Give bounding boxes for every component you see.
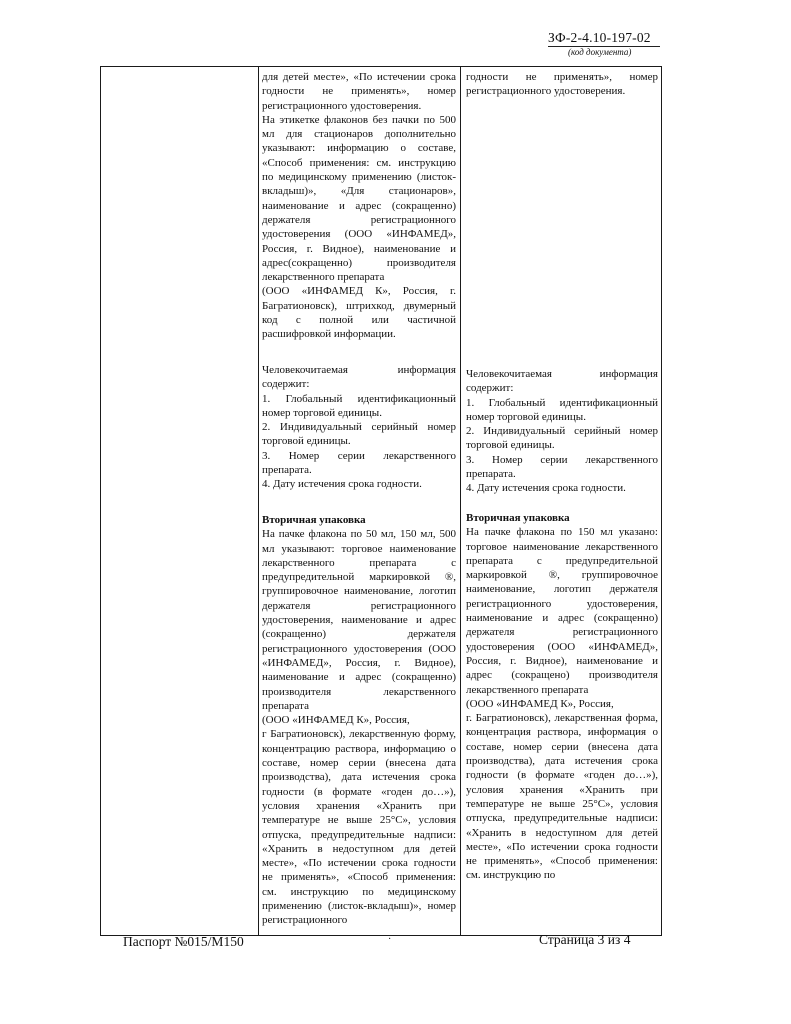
left-hr-item: 3. Номер серии лекарственного препарата. (262, 449, 456, 477)
left-top-paragraph: На этикетке флаконов без пачки по 500 мл для стационаров дополнительно указывают: информацию о составе, «Способ применения: см. инструкцию по медицинскому применению (листок-вкладыш)», «Для стационаров», наименование и адрес (сокращенно) держателя регистрационного удостоверения (ООО «ИНФАМЕД», Россия, г. Видное), наименование и адрес(сокращенно) производителя лекарственного препарата (262, 113, 456, 284)
footer-dot: · (388, 934, 392, 945)
left-secondary-paragraph: (ООО «ИНФАМЕД К», Россия, (262, 714, 410, 727)
right-hr-item: 3. Номер серии лекарственного препарата. (466, 453, 658, 481)
right-column-top (466, 70, 658, 99)
right-hr-item: 4. Дату истечения срока годности. (466, 482, 626, 495)
left-secondary-paragraph: г Багратионовск), лекарственную форму, концентрацию раствора, информацию о составе, номер серии (внесена дата производства), дата истечения срока годности (в формате «годен до…»), условия хранения «Хранить при температуре не выше 25°C», условия отпуска, предупредительные надписи: «Хранить в недоступном для детей месте», «По истечении срока годности не применять», «Способ применения: см. инструкцию по медицинскому применению (листок-вкладыш)», номер регистрационного (262, 728, 456, 927)
left-hr-item: 1. Глобальный идентификационный номер торговой единицы. (262, 392, 456, 419)
left-column-secondary (262, 513, 456, 928)
right-top-paragraph: годности не применять», номер регистрационного удостоверения. (466, 71, 658, 98)
left-top-paragraph: для детей месте», «По истечении срока годности не применять», номер регистрационного удостоверения. (262, 71, 456, 112)
table-col-divider-2 (460, 66, 461, 936)
table-top-border (100, 66, 662, 67)
right-secondary-paragraph: г. Багратионовск), лекарственная форма, концентрация раствора, информация о составе, номер серии (внесена дата производства), дата истечения срока годности (в формате «годен до…»), условия хранения «Хранить при температуре не выше 25°C», условия отпуска, предупредительные надписи: «Хранить в недоступном для детей месте», «По истечении срока годности не применять», «Способ применения: см. инструкцию по (466, 712, 658, 882)
right-hr-item: Человекочитаемая информация содержит: (466, 368, 658, 395)
document-code: ЗФ-2-4.10-197-02 (548, 30, 651, 45)
right-hr-item: 1. Глобальный идентификационный номер торговой единицы. (466, 396, 658, 423)
left-column-human-readable (262, 363, 456, 492)
passport-number: Паспорт №015/М150 (123, 934, 244, 949)
right-secondary-paragraph: (ООО «ИНФАМЕД К», Россия, (466, 697, 614, 710)
left-column-top (262, 70, 456, 342)
table-col-divider-1 (258, 66, 259, 936)
left-hr-item: 2. Индивидуальный серийный номер торговой единицы. (262, 421, 456, 448)
right-hr-item: 2. Индивидуальный серийный номер торговой единицы. (466, 425, 658, 452)
left-secondary-paragraph: На пачке флакона по 50 мл, 150 мл, 500 мл указывают: торговое наименование лекарственного препарата с предупредительной маркировкой ®, группировочное наименование, логотип держателя регистрационного удостоверения, наименование и адрес (сокращенно) держателя регистрационного удостоверения (ООО «ИНФАМЕД», Россия, г. Видное), наименование и адрес (сокращенно) производителя лекарственного препарата (262, 528, 456, 712)
left-hr-item: Человекочитаемая информация содержит: (262, 364, 456, 391)
table-right-border (661, 66, 662, 936)
document-code-caption: (код документа) (568, 47, 632, 57)
left-hr-item: 4. Дату истечения срока годности. (262, 478, 422, 491)
right-column-human-readable (466, 367, 658, 496)
right-column-secondary (466, 511, 658, 883)
page-number: Страница 3 из 4 (539, 932, 631, 947)
left-secondary-heading: Вторичная упаковка (262, 514, 366, 526)
table-left-border (100, 66, 101, 936)
right-secondary-paragraph: На пачке флакона по 150 мл указано: торговое наименование лекарственного препарата с предупредительной маркировкой ®, группировочное наименование, логотип держателя регистрационного удостоверения, наименование и адрес (сокращенно) держателя регистрационного удостоверения (ООО «ИНФАМЕД», Россия, г. Видное), наименование и адрес (сокращено) производителя лекарственного препарата (466, 526, 658, 696)
right-secondary-heading: Вторичная упаковка (466, 512, 570, 524)
left-top-paragraph: (ООО «ИНФАМЕД К», Россия, г. Багратионовск), штрихкод, двумерный код с полной или частичной расшифровкой информации. (262, 285, 456, 341)
